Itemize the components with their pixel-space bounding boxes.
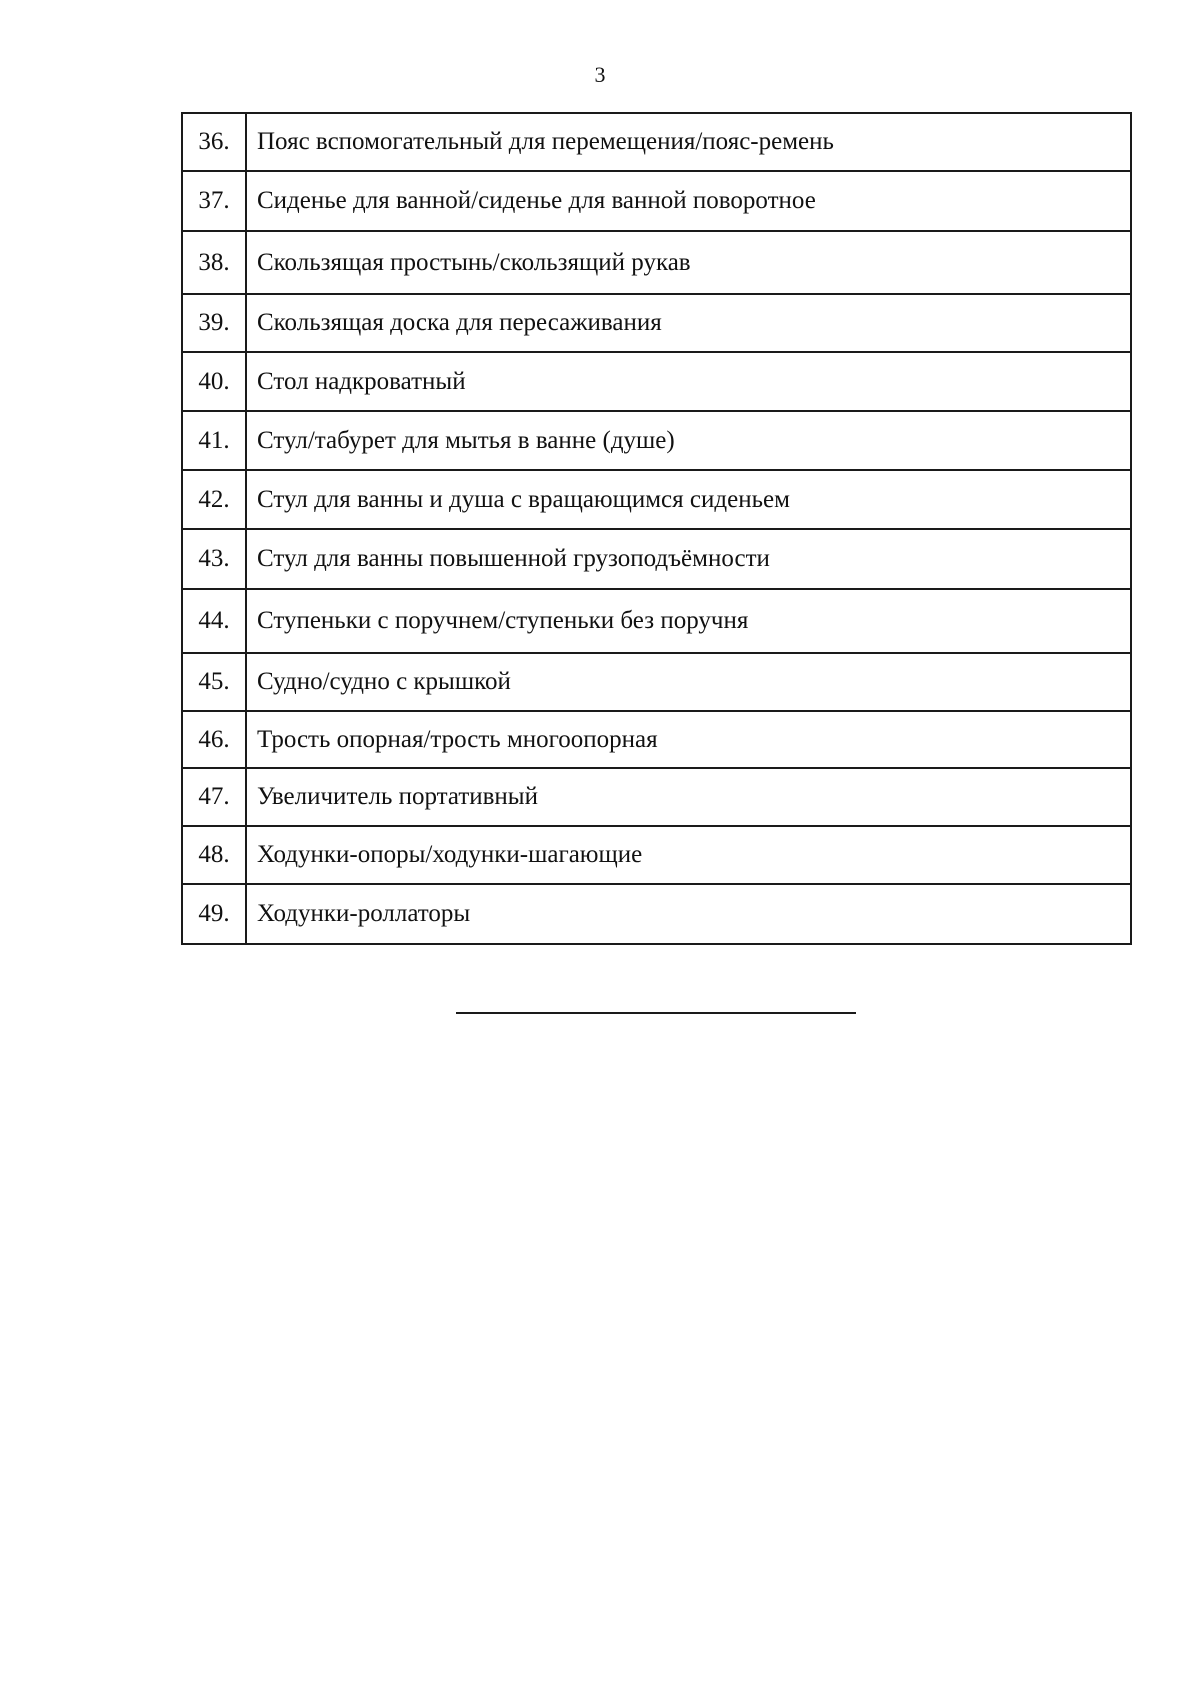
item-number: 48. <box>182 826 246 884</box>
table-row <box>182 171 1131 231</box>
table-row <box>182 884 1131 944</box>
item-name: Скользящая доска для пересаживания <box>246 294 1131 352</box>
items-table <box>181 112 1132 945</box>
item-number: 38. <box>182 231 246 294</box>
table-row <box>182 352 1131 411</box>
table-row <box>182 294 1131 352</box>
item-number: 43. <box>182 529 246 589</box>
table-row <box>182 529 1131 589</box>
table-row <box>182 711 1131 768</box>
item-name: Стул для ванны и душа с вращающимся сиденьем <box>246 470 1131 529</box>
item-number: 49. <box>182 884 246 944</box>
item-name: Стул для ванны повышенной грузоподъёмности <box>246 529 1131 589</box>
item-number: 40. <box>182 352 246 411</box>
page-number: 3 <box>594 62 606 87</box>
table-row <box>182 113 1131 171</box>
item-number: 45. <box>182 653 246 711</box>
table-row <box>182 589 1131 653</box>
item-name: Пояс вспомогательный для перемещения/пояс-ремень <box>246 113 1131 171</box>
end-of-document-rule <box>456 1012 856 1014</box>
item-name: Сиденье для ванной/сиденье для ванной поворотное <box>246 171 1131 231</box>
table-row <box>182 653 1131 711</box>
item-number: 37. <box>182 171 246 231</box>
item-number: 39. <box>182 294 246 352</box>
item-number: 47. <box>182 768 246 826</box>
item-name: Ходунки-опоры/ходунки-шагающие <box>246 826 1131 884</box>
table-row <box>182 470 1131 529</box>
item-name: Судно/судно с крышкой <box>246 653 1131 711</box>
item-name: Ступеньки с поручнем/ступеньки без поручня <box>246 589 1131 653</box>
table-row <box>182 826 1131 884</box>
item-name: Увеличитель портативный <box>246 768 1131 826</box>
item-name: Стол надкроватный <box>246 352 1131 411</box>
item-number: 44. <box>182 589 246 653</box>
item-name: Трость опорная/трость многоопорная <box>246 711 1131 768</box>
table-row <box>182 231 1131 294</box>
item-number: 41. <box>182 411 246 470</box>
item-name: Скользящая простынь/скользящий рукав <box>246 231 1131 294</box>
item-number: 46. <box>182 711 246 768</box>
item-name: Стул/табурет для мытья в ванне (душе) <box>246 411 1131 470</box>
item-name: Ходунки-роллаторы <box>246 884 1131 944</box>
item-number: 36. <box>182 113 246 171</box>
table-row <box>182 411 1131 470</box>
table-row <box>182 768 1131 826</box>
item-number: 42. <box>182 470 246 529</box>
